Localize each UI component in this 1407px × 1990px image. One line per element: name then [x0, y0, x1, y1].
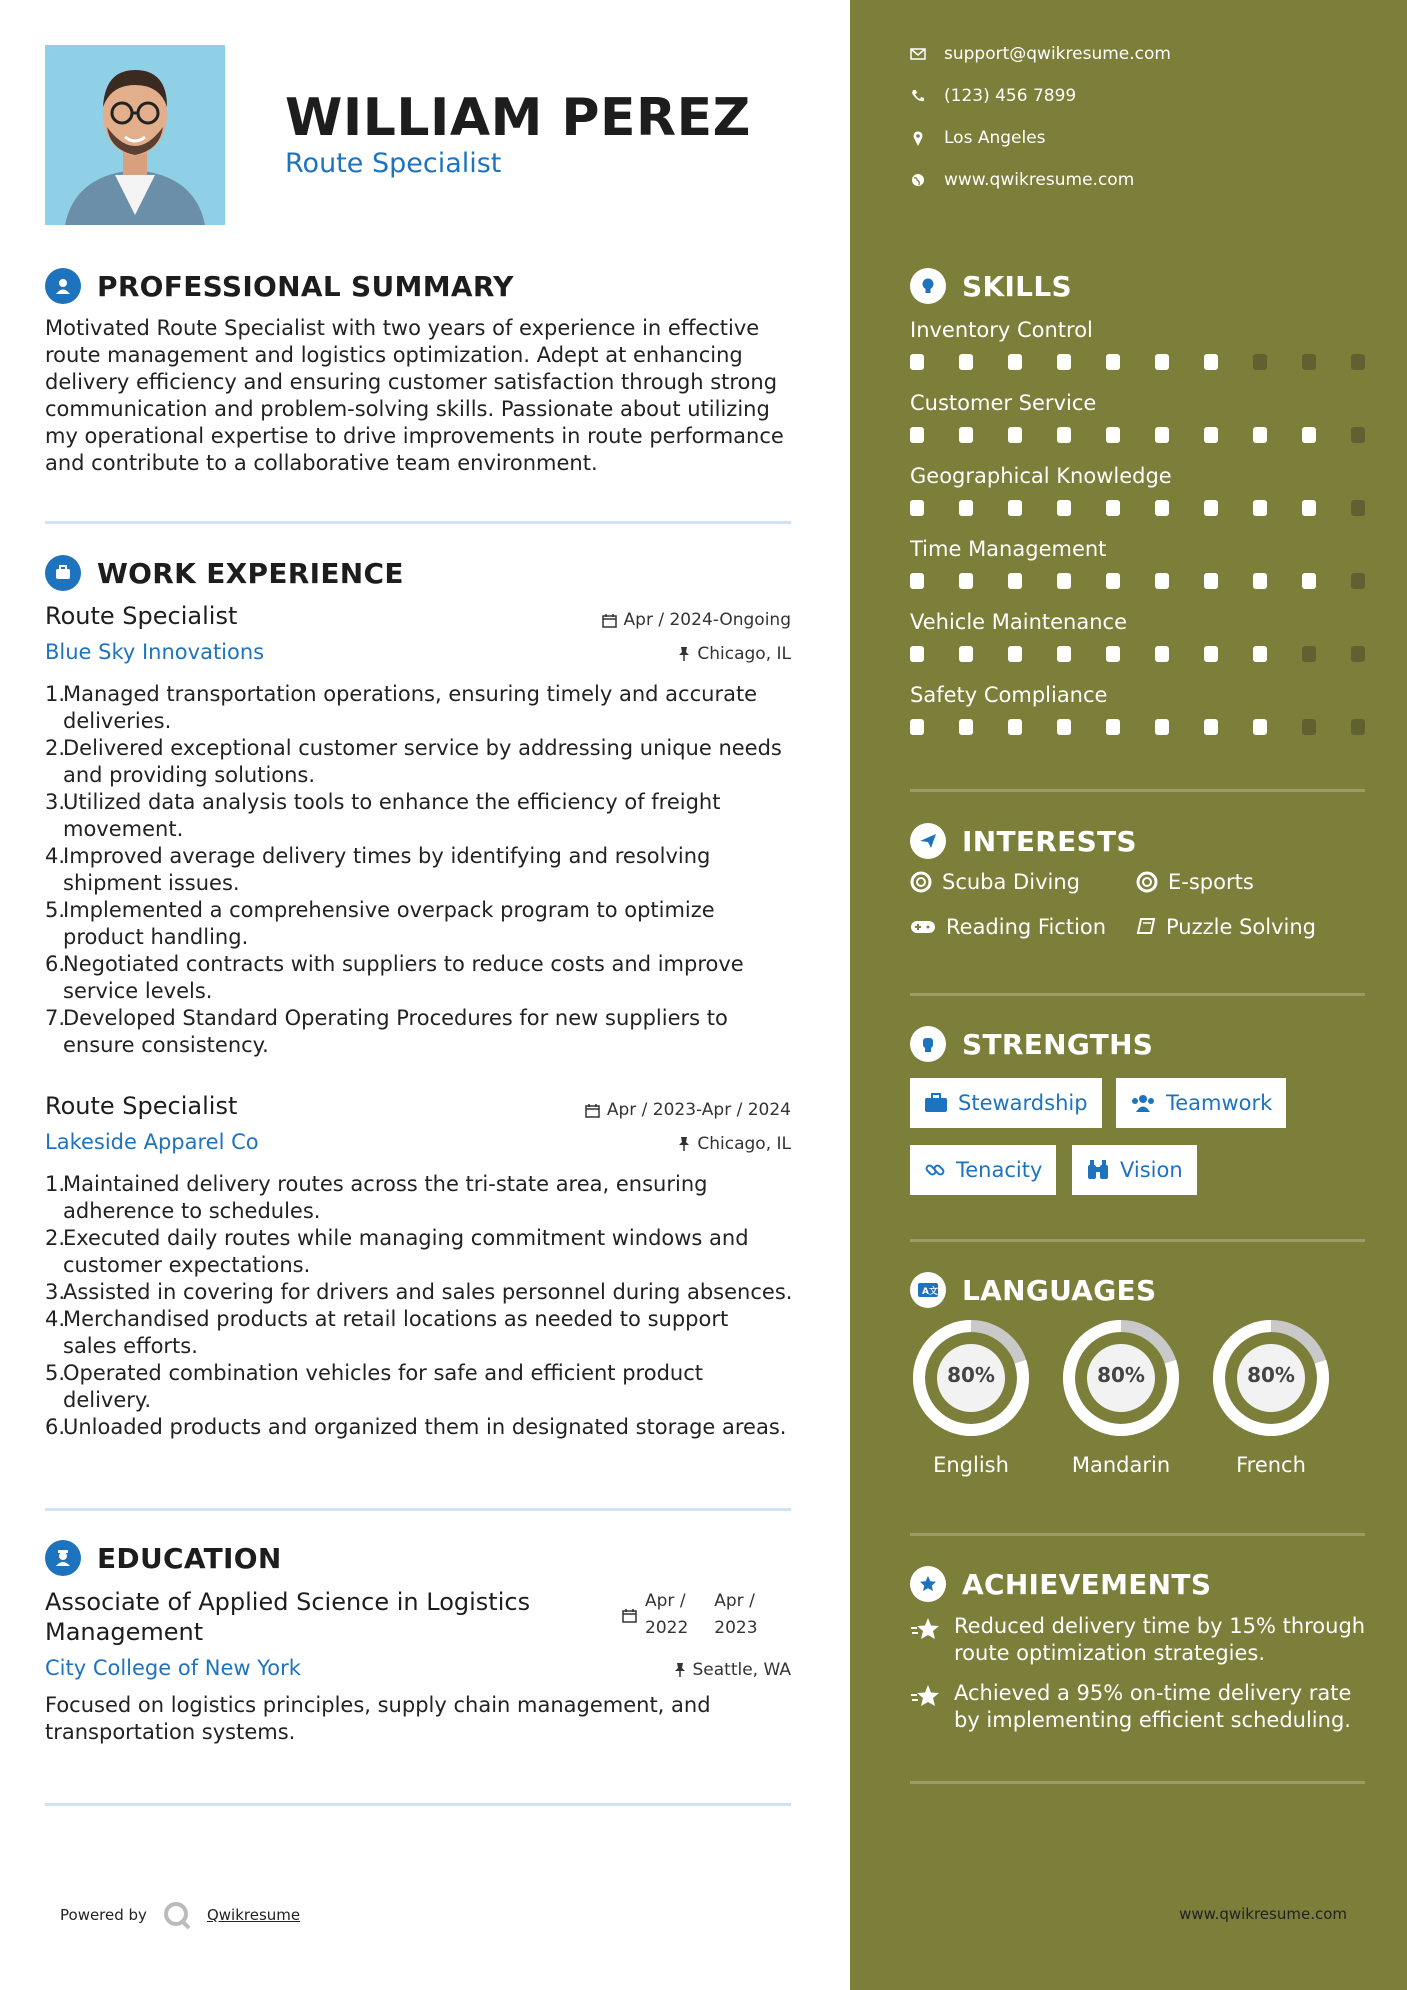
bullet-number: 3.: [45, 1280, 66, 1304]
language-percent: 80%: [1247, 1363, 1295, 1387]
bullet-line: movement.: [63, 817, 184, 841]
footer-powered-by: [60, 1900, 300, 1930]
strength-tag: [1072, 1145, 1197, 1195]
achievement-line: route optimization strategies.: [954, 1641, 1266, 1665]
languages-heading: [910, 1272, 1156, 1308]
achievement-item: [910, 1613, 1370, 1667]
job-bullet: [45, 1225, 805, 1279]
rating-dot: [1155, 719, 1169, 735]
bullet-line: Negotiated contracts with suppliers to reduce costs and improve: [63, 952, 744, 976]
language-gauge: [1060, 1317, 1182, 1443]
star-icon: [910, 1684, 942, 1710]
interest-label: Puzzle Solving: [1166, 915, 1316, 939]
pin-icon: [678, 1136, 690, 1152]
rating-dot: [1253, 719, 1267, 735]
bullet-line: Implemented a comprehensive overpack program to optimize: [63, 898, 715, 922]
bullet-line: delivery.: [63, 1388, 152, 1412]
job-bullet: [45, 681, 805, 735]
date-end-year: 2023: [714, 1618, 758, 1638]
rating-dot: [1155, 573, 1169, 589]
profile-photo: [45, 45, 225, 225]
bullet-number: 7.: [45, 1006, 66, 1030]
rating-dot: [1106, 573, 1120, 589]
job-bullet: [45, 843, 805, 897]
bullet-text: [63, 1225, 749, 1279]
job-location-text: Chicago, IL: [697, 1134, 791, 1154]
bullet-line: Executed daily routes while managing commitment windows and: [63, 1226, 749, 1250]
job-date-text: Apr / 2023-Apr / 2024: [606, 1100, 791, 1120]
bullet-line: shipment issues.: [63, 871, 240, 895]
svg-text:文: 文: [929, 1287, 939, 1297]
achievement-line: Achieved a 95% on-time delivery rate: [954, 1681, 1352, 1705]
rating-dot: [1302, 427, 1316, 443]
rating-dot: [1204, 646, 1218, 662]
contact-location: [910, 128, 1046, 148]
book-icon: [1136, 917, 1156, 937]
user-icon: [45, 268, 81, 304]
briefcase-icon: [924, 1093, 948, 1113]
experience-heading-text: WORK EXPERIENCE: [97, 556, 404, 590]
rating-dot: [1302, 719, 1316, 735]
job-bullet: [45, 1360, 805, 1414]
job-location: [678, 1134, 791, 1154]
language-percent: 80%: [947, 1363, 995, 1387]
date-start-month: Apr /: [645, 1591, 686, 1611]
bullet-line: sales efforts.: [63, 1334, 198, 1358]
interests-heading-text: INTERESTS: [962, 824, 1137, 858]
language-name: English: [933, 1453, 1009, 1477]
bullet-text: [63, 789, 720, 843]
strength-label: Tenacity: [956, 1158, 1043, 1182]
contact-website-text: www.qwikresume.com: [944, 170, 1135, 190]
bullet-line: Managed transportation operations, ensuring timely and accurate: [63, 682, 758, 706]
rating-dot: [1057, 573, 1071, 589]
candidate-title: Route Specialist: [285, 148, 502, 179]
education-heading-text: EDUCATION: [97, 1541, 282, 1575]
degree: [45, 1587, 530, 1647]
job-bullet: [45, 735, 805, 789]
bullet-line: service levels.: [63, 979, 213, 1003]
bullet-text: [63, 951, 744, 1005]
job-bullet: [45, 1414, 805, 1441]
qwikresume-logo-icon: [161, 1900, 195, 1930]
bullet-text: [63, 1360, 703, 1414]
rating-dot: [1204, 500, 1218, 516]
sidebar-divider: [910, 789, 1365, 792]
contact-email-text: support@qwikresume.com: [944, 44, 1171, 64]
calendar-icon: [602, 613, 617, 628]
rating-dot: [910, 354, 924, 370]
link-icon: [924, 1159, 946, 1181]
rating-dot: [1008, 354, 1022, 370]
job-title: Route Specialist: [45, 1092, 238, 1120]
job-bullets: [45, 681, 805, 1059]
rating-dot: [959, 646, 973, 662]
education-location: [674, 1660, 792, 1680]
rating-dot: [1253, 427, 1267, 443]
bullet-line: deliveries.: [63, 709, 172, 733]
skill-rating: [910, 573, 1400, 589]
skill-name: Inventory Control: [910, 318, 1093, 342]
svg-text:A: A: [922, 1287, 930, 1297]
skill-name: Vehicle Maintenance: [910, 610, 1128, 634]
job-bullet: [45, 1005, 805, 1059]
bullet-text: [63, 735, 782, 789]
bullet-line: Assisted in covering for drivers and sales personnel during absences.: [63, 1280, 793, 1304]
rating-dot: [1351, 427, 1365, 443]
rating-dot: [1057, 500, 1071, 516]
bullet-number: 1.: [45, 682, 66, 706]
skill-name: Safety Compliance: [910, 683, 1108, 707]
rating-dot: [1204, 427, 1218, 443]
briefcase-icon: [45, 555, 81, 591]
rating-dot: [1057, 354, 1071, 370]
bullet-text: [63, 1171, 707, 1225]
sidebar-divider: [910, 1533, 1365, 1536]
rating-dot: [1155, 354, 1169, 370]
skill-rating: [910, 354, 1400, 370]
rating-dot: [1008, 573, 1022, 589]
bullet-text: [63, 1414, 786, 1441]
rating-dot: [1302, 354, 1316, 370]
bullet-line: product handling.: [63, 925, 249, 949]
language-name: French: [1236, 1453, 1306, 1477]
rating-dot: [1302, 573, 1316, 589]
contact-location-text: Los Angeles: [944, 128, 1046, 148]
achievement-line: Reduced delivery time by 15% through: [954, 1614, 1366, 1638]
bullet-line: Utilized data analysis tools to enhance the efficiency of freight: [63, 790, 721, 814]
rating-dot: [959, 500, 973, 516]
rating-dot: [1302, 646, 1316, 662]
pin-icon: [674, 1662, 686, 1678]
skill-name: Time Management: [910, 537, 1107, 561]
job-date: [585, 1100, 791, 1120]
job-bullets: [45, 1171, 805, 1441]
school: City College of New York: [45, 1656, 301, 1680]
rating-dot: [959, 354, 973, 370]
qwikresume-link[interactable]: Qwikresume: [206, 1906, 301, 1924]
bullet-number: 5.: [45, 1361, 66, 1385]
sidebar: [850, 0, 1407, 1990]
achievement-line: by implementing efficient scheduling.: [954, 1708, 1351, 1732]
rating-dot: [1106, 500, 1120, 516]
contact-phone-text: (123) 456 7899: [944, 86, 1077, 106]
sidebar-divider: [910, 1781, 1365, 1784]
rating-dot: [910, 500, 924, 516]
users-icon: [1130, 1093, 1156, 1113]
skill-name: Customer Service: [910, 391, 1097, 415]
bullet-text: [63, 897, 715, 951]
rating-dot: [1106, 719, 1120, 735]
language-gauge: [910, 1317, 1032, 1443]
rating-dot: [910, 646, 924, 662]
bullet-number: 2.: [45, 736, 66, 760]
job-location-text: Chicago, IL: [697, 644, 791, 664]
interest-label: E-sports: [1168, 870, 1254, 894]
bullet-number: 4.: [45, 1307, 66, 1331]
section-divider: [45, 1803, 791, 1806]
summary-heading: [45, 268, 514, 304]
strength-tag: [1116, 1078, 1286, 1128]
rating-dot: [959, 573, 973, 589]
rating-dot: [1155, 427, 1169, 443]
skill-rating: [910, 719, 1400, 735]
star-badge-icon: [910, 1566, 946, 1602]
graduate-icon: [45, 1540, 81, 1576]
section-divider: [45, 521, 791, 524]
sidebar-divider: [910, 993, 1365, 996]
rating-dot: [1351, 500, 1365, 516]
achievements-heading-text: ACHIEVEMENTS: [962, 1567, 1212, 1601]
summary-heading-text: PROFESSIONAL SUMMARY: [97, 269, 514, 303]
job-bullet: [45, 951, 805, 1005]
section-divider: [45, 1508, 791, 1511]
language-percent: 80%: [1097, 1363, 1145, 1387]
lightbulb-icon: [910, 268, 946, 304]
pin-icon: [678, 646, 690, 662]
rating-dot: [1008, 427, 1022, 443]
strengths-heading-text: STRENGTHS: [962, 1027, 1154, 1061]
bullet-line: Delivered exceptional customer service by addressing unique needs: [63, 736, 782, 760]
experience-heading: [45, 555, 404, 591]
bullet-number: 3.: [45, 790, 66, 814]
rating-dot: [1057, 646, 1071, 662]
education-date: [622, 1588, 758, 1642]
bullet-number: 2.: [45, 1226, 66, 1250]
rating-dot: [959, 719, 973, 735]
bullet-line: customer expectations.: [63, 1253, 311, 1277]
bullet-line: Operated combination vehicles for safe and efficient product: [63, 1361, 703, 1385]
skill-rating: [910, 646, 1400, 662]
bullet-number: 6.: [45, 1415, 66, 1439]
bullet-text: [63, 1279, 792, 1306]
job-location: [678, 644, 791, 664]
skill-rating: [910, 500, 1400, 516]
bullet-line: adherence to schedules.: [63, 1199, 321, 1223]
rating-dot: [1008, 719, 1022, 735]
date-start-year: 2022: [645, 1618, 689, 1638]
rating-dot: [1351, 573, 1365, 589]
bullet-text: [63, 1005, 728, 1059]
rating-dot: [1106, 427, 1120, 443]
rating-dot: [910, 573, 924, 589]
rating-dot: [910, 427, 924, 443]
bullet-text: [63, 843, 710, 897]
rating-dot: [1204, 573, 1218, 589]
bullet-text: [63, 1306, 728, 1360]
star-icon: [910, 1617, 942, 1643]
date-end-month: Apr /: [714, 1591, 755, 1611]
job-bullet: [45, 897, 805, 951]
job-bullet: [45, 1279, 805, 1306]
rating-dot: [1057, 719, 1071, 735]
calendar-icon: [585, 1103, 600, 1118]
bullet-line: and providing solutions.: [63, 763, 316, 787]
interest-label: Scuba Diving: [942, 870, 1080, 894]
summary-text: Motivated Route Specialist with two years of experience in effective route management and logistics optimization. Adept at enhancing delivery efficiency and ensuring customer satisfaction through strong communication and problem-solving skills. Passionate about utilizing my operational expertise to drive improvements in route performance and contribute to a collaborative team environment.: [45, 316, 784, 475]
bullet-number: 1.: [45, 1172, 66, 1196]
bullet-number: 5.: [45, 898, 66, 922]
interest-item: [910, 915, 1106, 939]
interest-item: [1136, 870, 1254, 894]
language-name: Mandarin: [1071, 1453, 1171, 1477]
paper-plane-icon: [910, 823, 946, 859]
rating-dot: [1351, 354, 1365, 370]
lifebuoy-icon: [1136, 871, 1158, 893]
bullet-text: [63, 681, 757, 735]
rating-dot: [1155, 646, 1169, 662]
rating-dot: [1253, 573, 1267, 589]
job-company: Blue Sky Innovations: [45, 640, 265, 664]
contact-phone: [910, 86, 1076, 106]
interest-item: [1136, 915, 1316, 939]
location-icon: [913, 131, 923, 146]
globe-icon: [911, 173, 925, 187]
strength-label: Stewardship: [958, 1091, 1088, 1115]
bullet-line: Developed Standard Operating Procedures for new suppliers to: [63, 1006, 728, 1030]
degree-line: Management: [45, 1618, 204, 1646]
skills-heading-text: SKILLS: [962, 269, 1072, 303]
interest-item: [910, 870, 1080, 894]
rating-dot: [1106, 646, 1120, 662]
rating-dot: [910, 719, 924, 735]
strength-label: Vision: [1120, 1158, 1183, 1182]
bullet-number: 6.: [45, 952, 66, 976]
job-bullet: [45, 1171, 805, 1225]
translate-icon: [910, 1272, 946, 1308]
binoculars-icon: [1086, 1159, 1110, 1181]
rating-dot: [1204, 719, 1218, 735]
bullet-line: Improved average delivery times by identifying and resolving: [63, 844, 711, 868]
rating-dot: [1057, 427, 1071, 443]
languages-heading-text: LANGUAGES: [962, 1273, 1157, 1307]
degree-line: Associate of Applied Science in Logistics: [45, 1588, 531, 1616]
calendar-icon: [622, 1608, 637, 1623]
rating-dot: [1253, 646, 1267, 662]
rating-dot: [1253, 500, 1267, 516]
powered-by-text: Powered by: [60, 1906, 147, 1924]
skill-rating: [910, 427, 1400, 443]
interest-label: Reading Fiction: [946, 915, 1107, 939]
education-description: Focused on logistics principles, supply chain management, and transportation systems.: [45, 1693, 711, 1744]
interests-heading: [910, 823, 1137, 859]
job-date-text: Apr / 2024-Ongoing: [623, 610, 791, 630]
rating-dot: [1204, 354, 1218, 370]
candidate-name: WILLIAM PEREZ: [285, 88, 751, 148]
strength-tag: [910, 1078, 1102, 1128]
rating-dot: [1155, 500, 1169, 516]
rating-dot: [1351, 719, 1365, 735]
job-title: Route Specialist: [45, 602, 238, 630]
strength-tag: [910, 1145, 1056, 1195]
rating-dot: [1008, 646, 1022, 662]
fist-icon: [910, 1026, 946, 1062]
strengths-heading: [910, 1026, 1153, 1062]
job-bullet: [45, 789, 805, 843]
rating-dot: [1106, 354, 1120, 370]
gamepad-icon: [910, 919, 936, 935]
bullet-number: 4.: [45, 844, 66, 868]
achievements-heading: [910, 1566, 1211, 1602]
rating-dot: [1351, 646, 1365, 662]
job-bullet: [45, 1306, 805, 1360]
footer-website[interactable]: www.qwikresume.com: [1179, 1905, 1347, 1923]
education-location-text: Seattle, WA: [692, 1660, 791, 1680]
phone-icon: [911, 89, 925, 103]
sidebar-divider: [910, 1239, 1365, 1242]
skill-name: Geographical Knowledge: [910, 464, 1172, 488]
bullet-line: Unloaded products and organized them in designated storage areas.: [63, 1415, 787, 1439]
lifebuoy-icon: [910, 871, 932, 893]
job-date: [602, 610, 791, 630]
rating-dot: [1008, 500, 1022, 516]
bullet-line: ensure consistency.: [63, 1033, 269, 1057]
envelope-icon: [910, 48, 926, 60]
job-company: Lakeside Apparel Co: [45, 1130, 259, 1154]
bullet-line: Maintained delivery routes across the tri-state area, ensuring: [63, 1172, 708, 1196]
achievement-item: [910, 1680, 1370, 1734]
skills-heading: [910, 268, 1072, 304]
contact-email: [910, 44, 1171, 64]
rating-dot: [1253, 354, 1267, 370]
rating-dot: [959, 427, 973, 443]
rating-dot: [1302, 500, 1316, 516]
strength-label: Teamwork: [1166, 1091, 1273, 1115]
contact-website: [910, 170, 1134, 190]
bullet-line: Merchandised products at retail locations as needed to support: [63, 1307, 729, 1331]
language-gauge: [1210, 1317, 1332, 1443]
education-heading: [45, 1540, 282, 1576]
